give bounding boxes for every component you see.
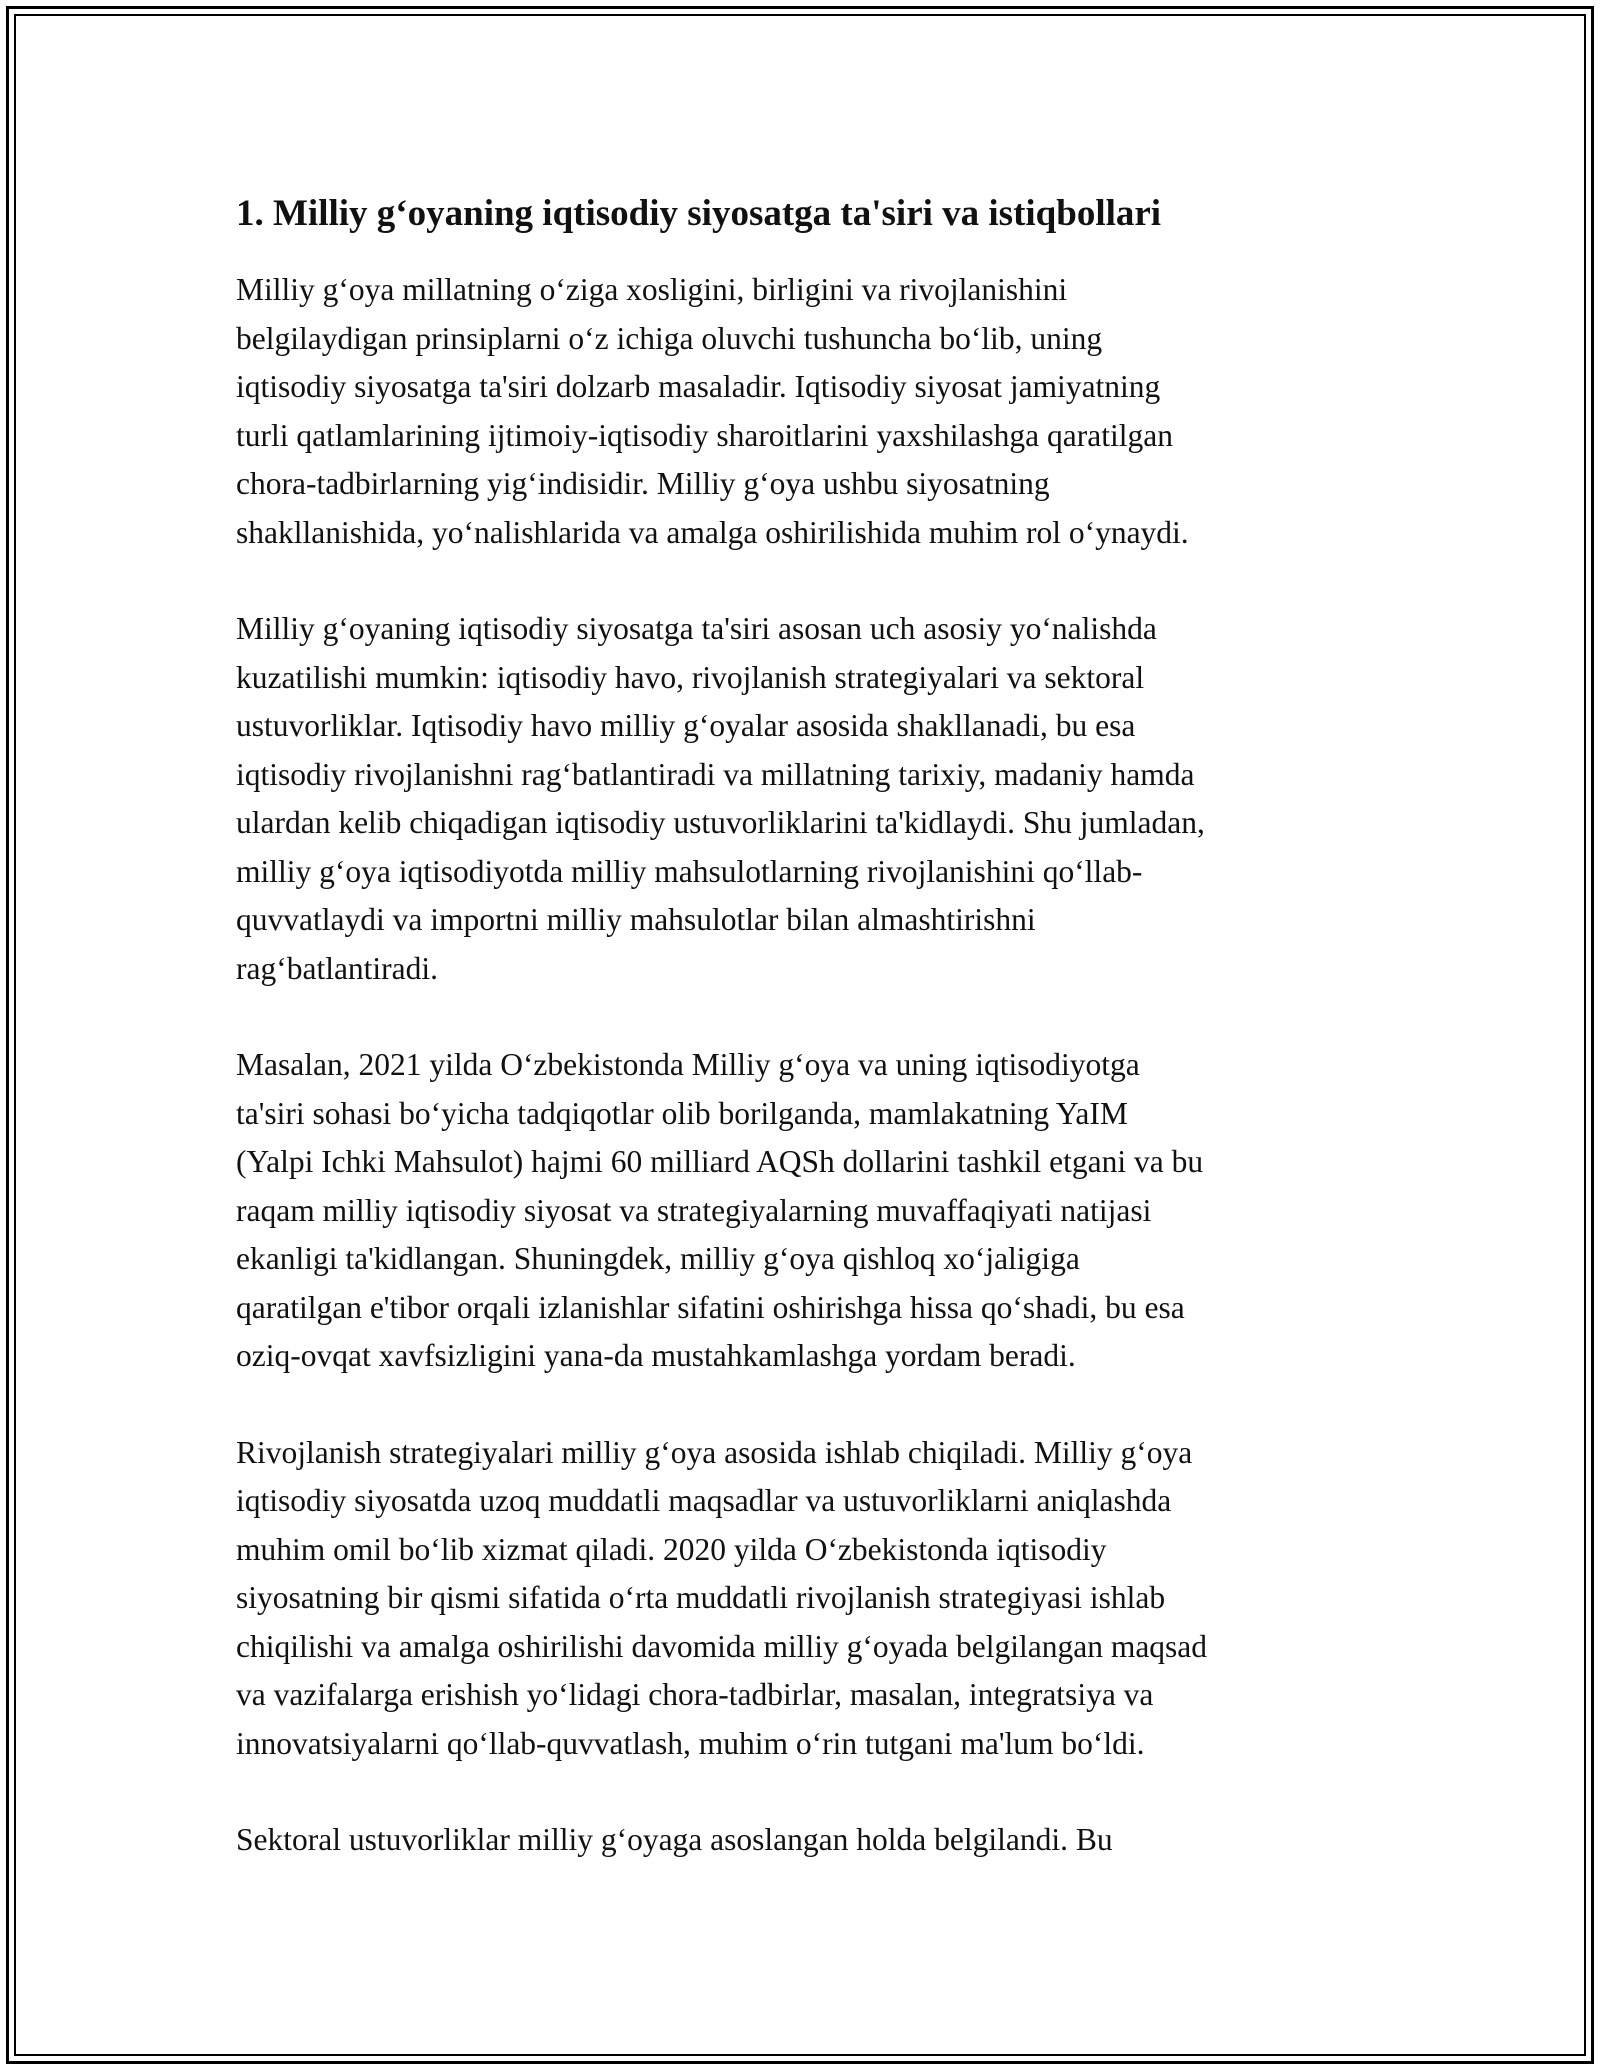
paragraph-4: Rivojlanish strategiyalari milliy g‘oya asosida ishlab chiqiladi. Milliy g‘oya iqtisodiy siyosatda uzoq muddatli maqsadlar va ustuvorliklarni aniqlashda muhim omil bo‘lib xizmat qiladi. 2020 yilda O‘zbekistonda iqtisodiy siyosatning bir qismi sifatida o‘rta muddatli rivojlanish strategiyasi ishlab chiqilishi va amalga oshirilishi davomida milliy g‘oyada belgilangan maqsad va vazifalarga erishish yo‘lidagi chora-tadbirlar, masalan, integratsiya va innovatsiyalarni qo‘llab-quvvatlash, muhim o‘rin tutgani ma'lum bo‘ldi. [236,1434,1208,1761]
paragraph-5: Sektoral ustuvorliklar milliy g‘oyaga asoslangan holda belgilandi. Bu [236,1822,1113,1857]
paragraph-2: Milliy g‘oyaning iqtisodiy siyosatga ta'siri asosan uch asosiy yo‘nalishda kuzatilishi mumkin: iqtisodiy havo, rivojlanish strategiyalari va sektoral ustuvorliklar. Iqtisodiy havo milliy g‘oyalar asosida shakllanadi, bu esa iqtisodiy rivojlanishni rag‘batlantiradi va millatning tarixiy, madaniy hamda ulardan kelib chiqadigan iqtisodiy ustuvorliklarini ta'kidlaydi. Shu jumladan, milliy g‘oya iqtisodiyotda milliy mahsulotlarning rivojlanishini qo‘llab- quvvatlaydi va importni milliy mahsulotlar bilan almashtirishni rag‘batlantiradi. [236,611,1205,986]
paragraph-1: Milliy g‘oya millatning o‘ziga xosligini, birligini va rivojlanishini belgilaydigan prinsiplarni o‘z ichiga oluvchi tushuncha bo‘lib, uning iqtisodiy siyosatga ta'siri dolzarb masaladir. Iqtisodiy siyosat jamiyatning turli qatlamlarining ijtimoiy-iqtisodiy sharoitlarini yaxshilashga qaratilgan chora-tadbirlarning yig‘indisidir. Milliy g‘oya ushbu siyosatning shakllanishida, yo‘nalishlarida va amalga oshirilishida muhim rol o‘ynaydi. [236,272,1189,550]
paragraph-3: Masalan, 2021 yilda O‘zbekistonda Milliy g‘oya va uning iqtisodiyotga ta'siri sohasi bo‘yicha tadqiqotlar olib borilganda, mamlakatning YaIM (Yalpi Ichki Mahsulot) hajmi 60 milliard AQSh dollarini tashkil etgani va bu raqam milliy iqtisodiy siyosat va strategiyalarning muvaffaqiyati natijasi ekanligi ta'kidlangan. Shuningdek, milliy g‘oya qishloq xo‘jaligiga qaratilgan e'tibor orqali izlanishlar sifatini oshirishga hissa qo‘shadi, bu esa oziq-ovqat xavfsizligini yana-da mustahkamlashga yordam beradi. [236,1047,1204,1373]
document-body [236,188,1386,1913]
section-heading: 1. Milliy g‘oyaning iqtisodiy siyosatga ta'siri va istiqbollari [236,193,1162,234]
